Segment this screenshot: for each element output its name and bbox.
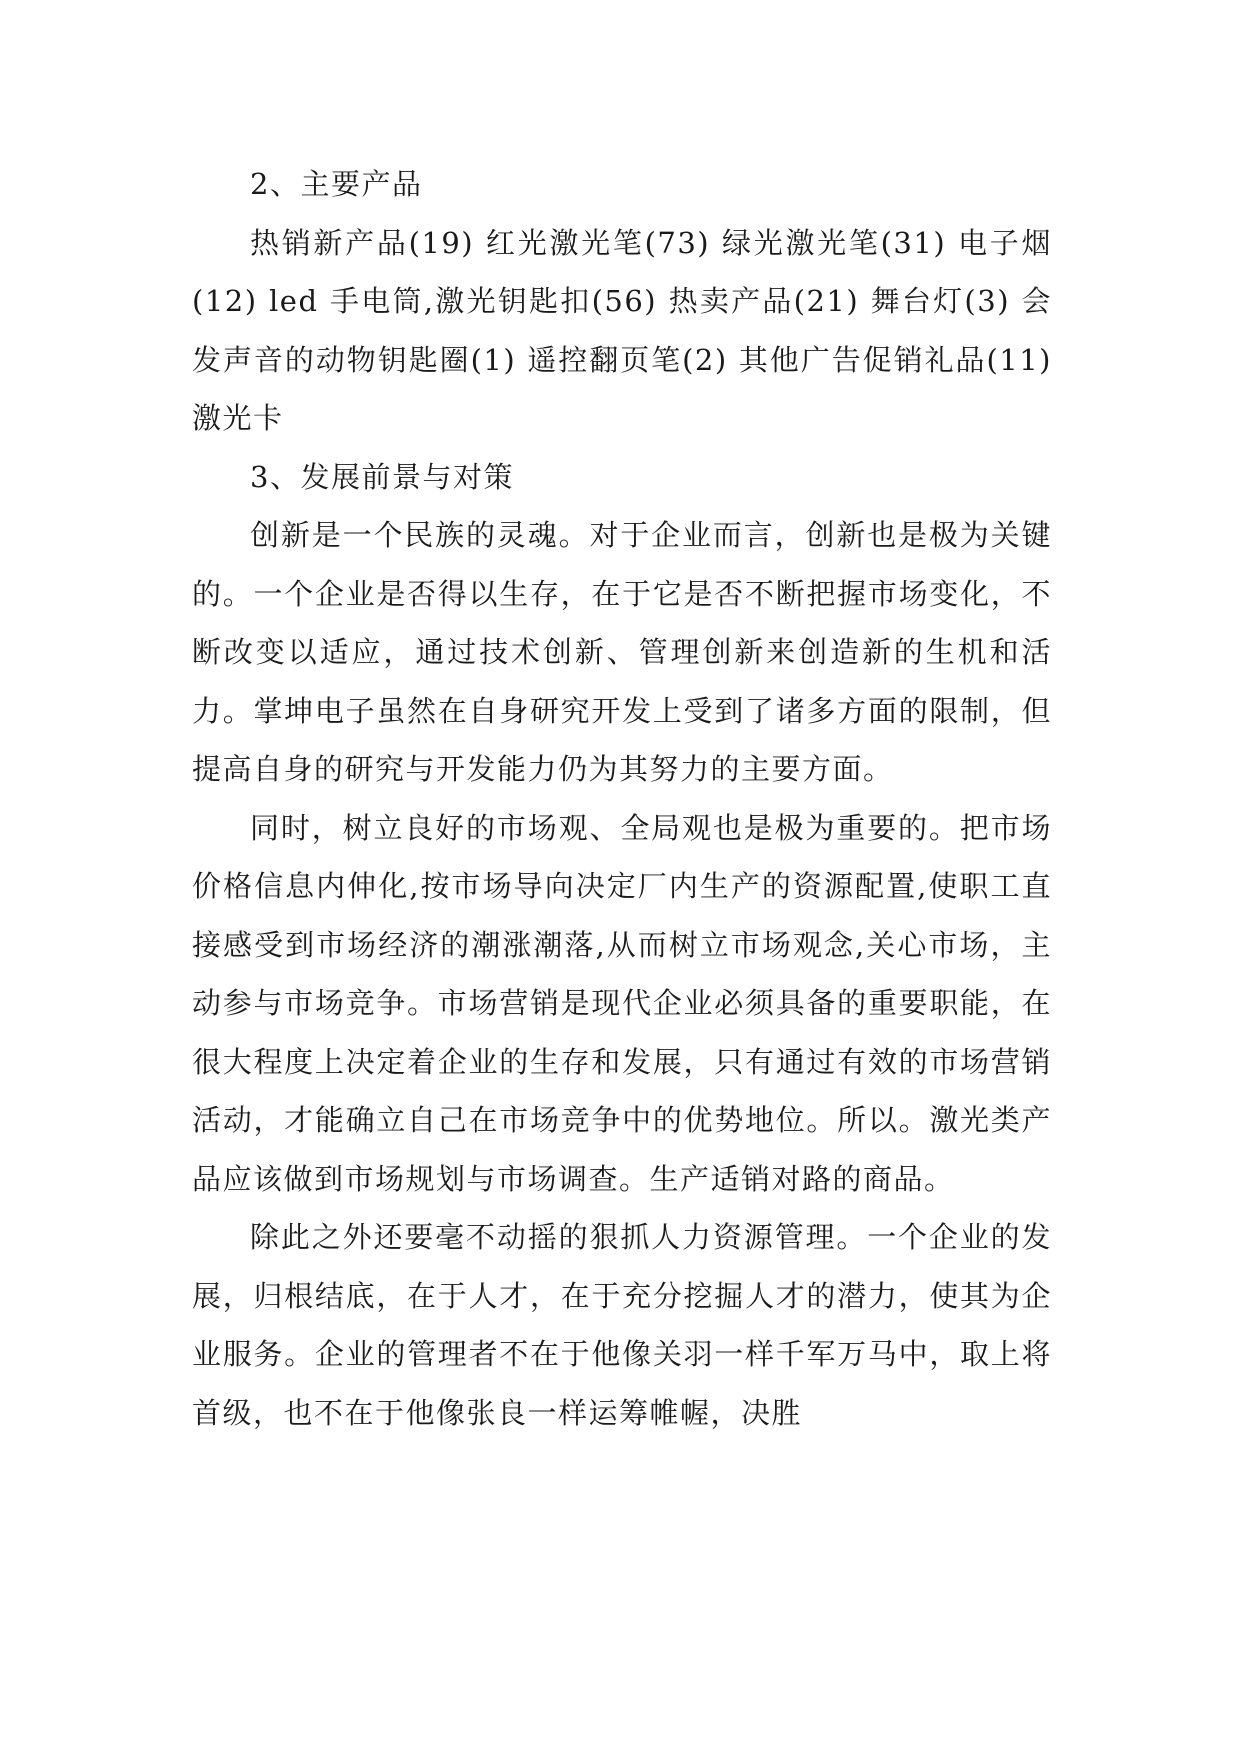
section-heading-outlook: 3、发展前景与对策: [250, 459, 514, 494]
document-page: [192, 155, 1052, 1442]
outlook-paragraph-market: 同时，树立良好的市场观、全局观也是极为重要的。把市场价格信息内伸化,按市场导向决定厂内生产的资源配置,使职工直接感受到市场经济的潮涨潮落,从而树立市场观念,关心市场，主动参与市场竞争。市场营销是现代企业必须具备的重要职能，在很大程度上决定着企业的生存和发展，只有通过有效的市场营销活动，才能确立自己在市场竞争中的优势地位。所以。激光类产品应该做到市场规划与市场调查。生产适销对路的商品。: [192, 810, 1052, 1196]
outlook-paragraph-hr: 除此之外还要毫不动摇的狠抓人力资源管理。一个企业的发展，归根结底，在于人才，在于充分挖掘人才的潜力，使其为企业服务。企业的管理者不在于他像关羽一样千军万马中，取上将首级，也不在于他像张良一样运筹帷幄，决胜: [192, 1220, 1052, 1430]
section-heading-products: 2、主要产品: [250, 167, 423, 201]
outlook-paragraph-innovation: 创新是一个民族的灵魂。对于企业而言，创新也是极为关键的。一个企业是否得以生存，在于它是否不断把握市场变化，不断改变以适应，通过技术创新、管理创新来创造新的生机和活力。掌坤电子虽然在自身研究开发上受到了诸多方面的限制，但提高自身的研究与开发能力仍为其努力的主要方面。: [192, 518, 1052, 786]
products-paragraph: 热销新产品(19) 红光激光笔(73) 绿光激光笔(31) 电子烟(12) led 手电筒,激光钥匙扣(56) 热卖产品(21) 舞台灯(3) 会发声音的动物钥匙圈(1) 遥控翻页笔(2) 其他广告促销礼品(11) 激光卡: [192, 225, 1052, 435]
